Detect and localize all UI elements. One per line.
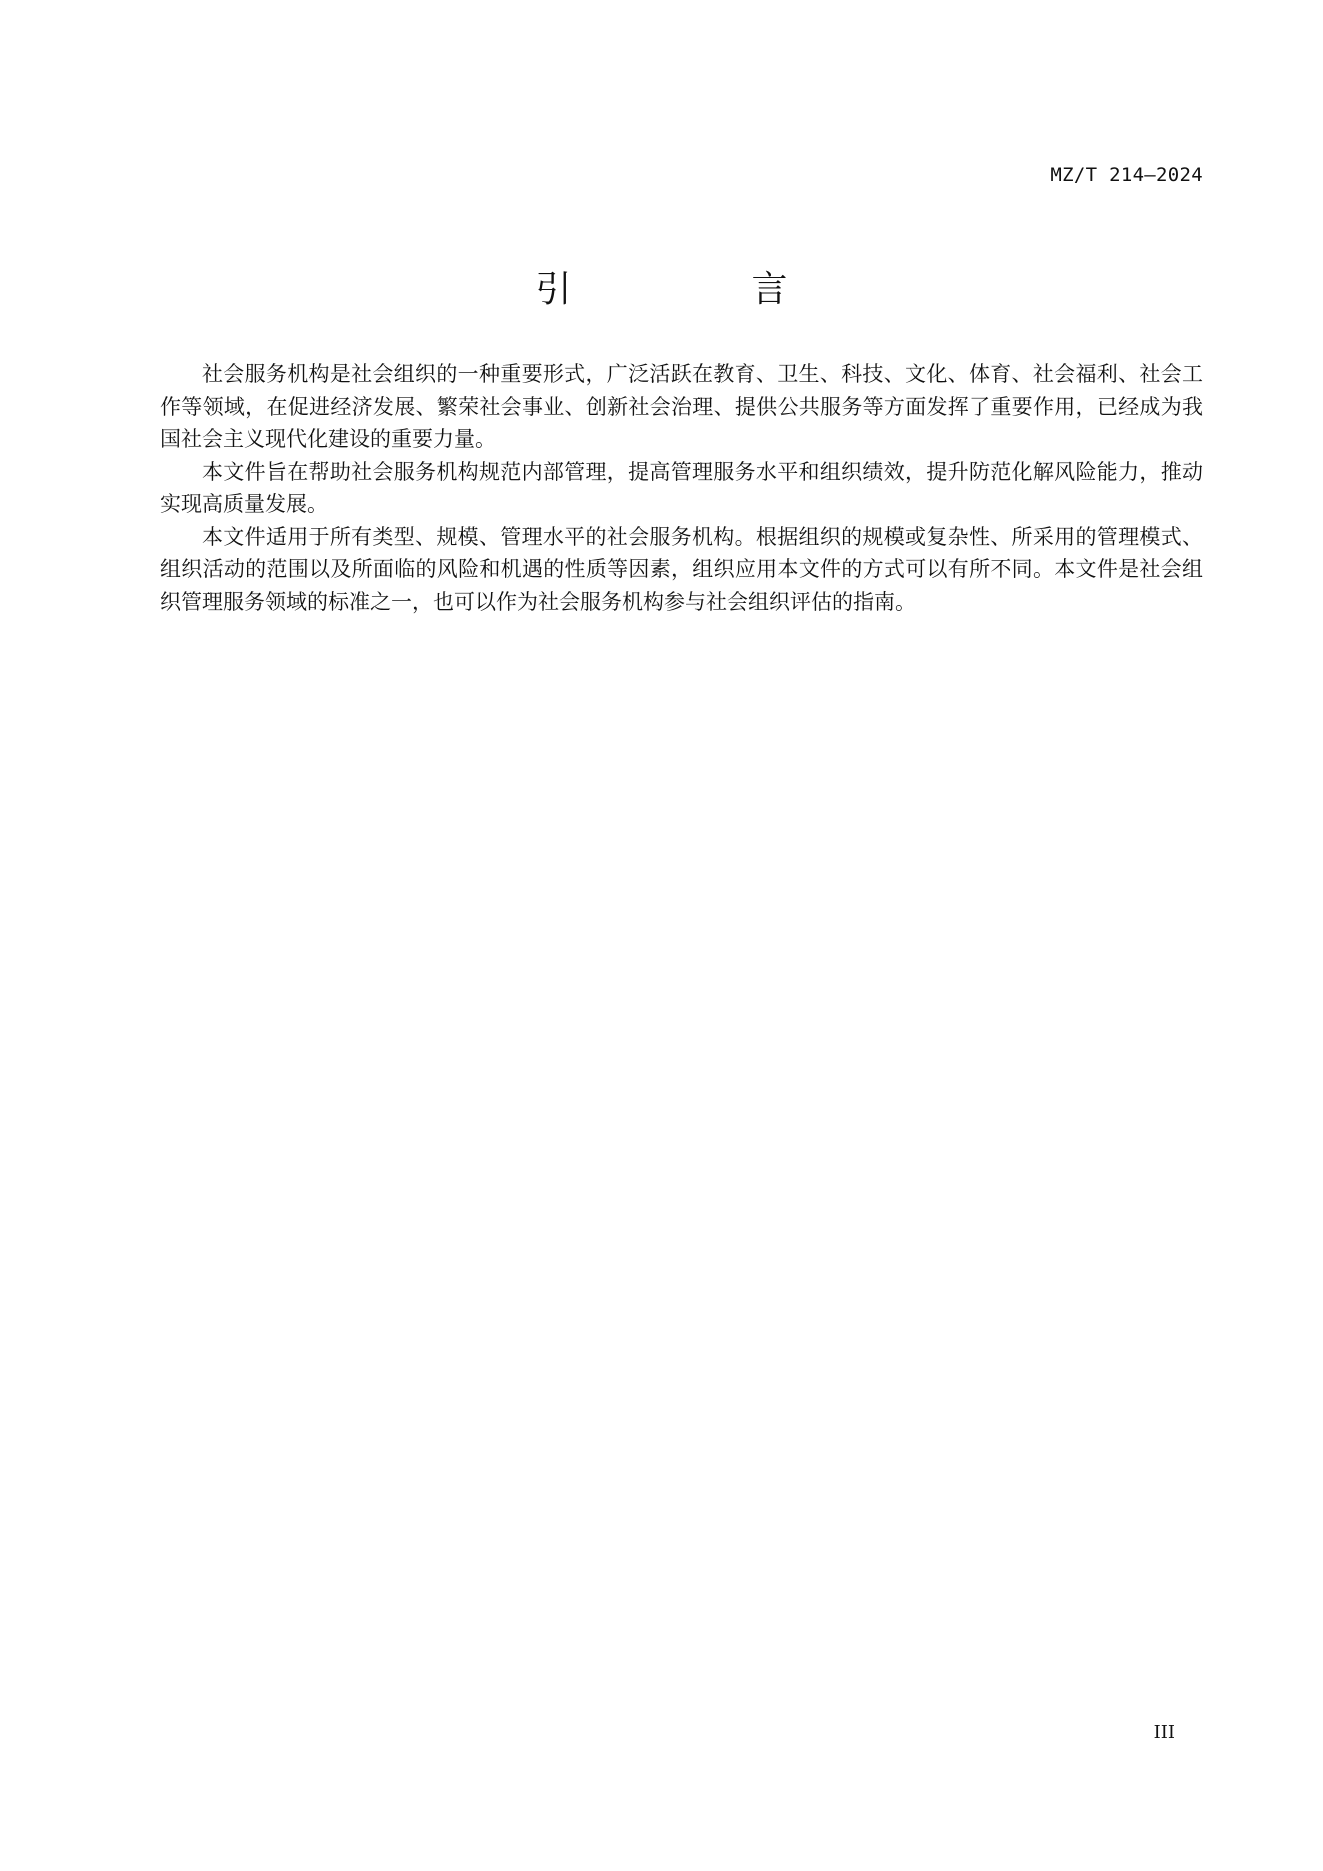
- paragraph-3: 本文件适用于所有类型、规模、管理水平的社会服务机构。根据组织的规模或复杂性、所采用的管理模式、组织活动的范围以及所面临的风险和机遇的性质等因素，组织应用本文件的方式可以有所不同。本文件是社会组织管理服务领域的标准之一，也可以作为社会服务机构参与社会组织评估的指南。: [160, 524, 1203, 614]
- paragraph-1: 社会服务机构是社会组织的一种重要形式，广泛活跃在教育、卫生、科技、文化、体育、社会福利、社会工作等领域，在促进经济发展、繁荣社会事业、创新社会治理、提供公共服务等方面发挥了重要作用，已经成为我国社会主义现代化建设的重要力量。: [160, 362, 1203, 451]
- paragraph-2: 本文件旨在帮助社会服务机构规范内部管理，提高管理服务水平和组织绩效，提升防范化解风险能力，推动实现高质量发展。: [160, 459, 1203, 516]
- page-title: 引 言: [535, 269, 860, 310]
- document-code: MZ/T 214—2024: [1050, 164, 1203, 186]
- page-number: III: [1153, 1722, 1175, 1743]
- body-text: [160, 358, 1203, 618]
